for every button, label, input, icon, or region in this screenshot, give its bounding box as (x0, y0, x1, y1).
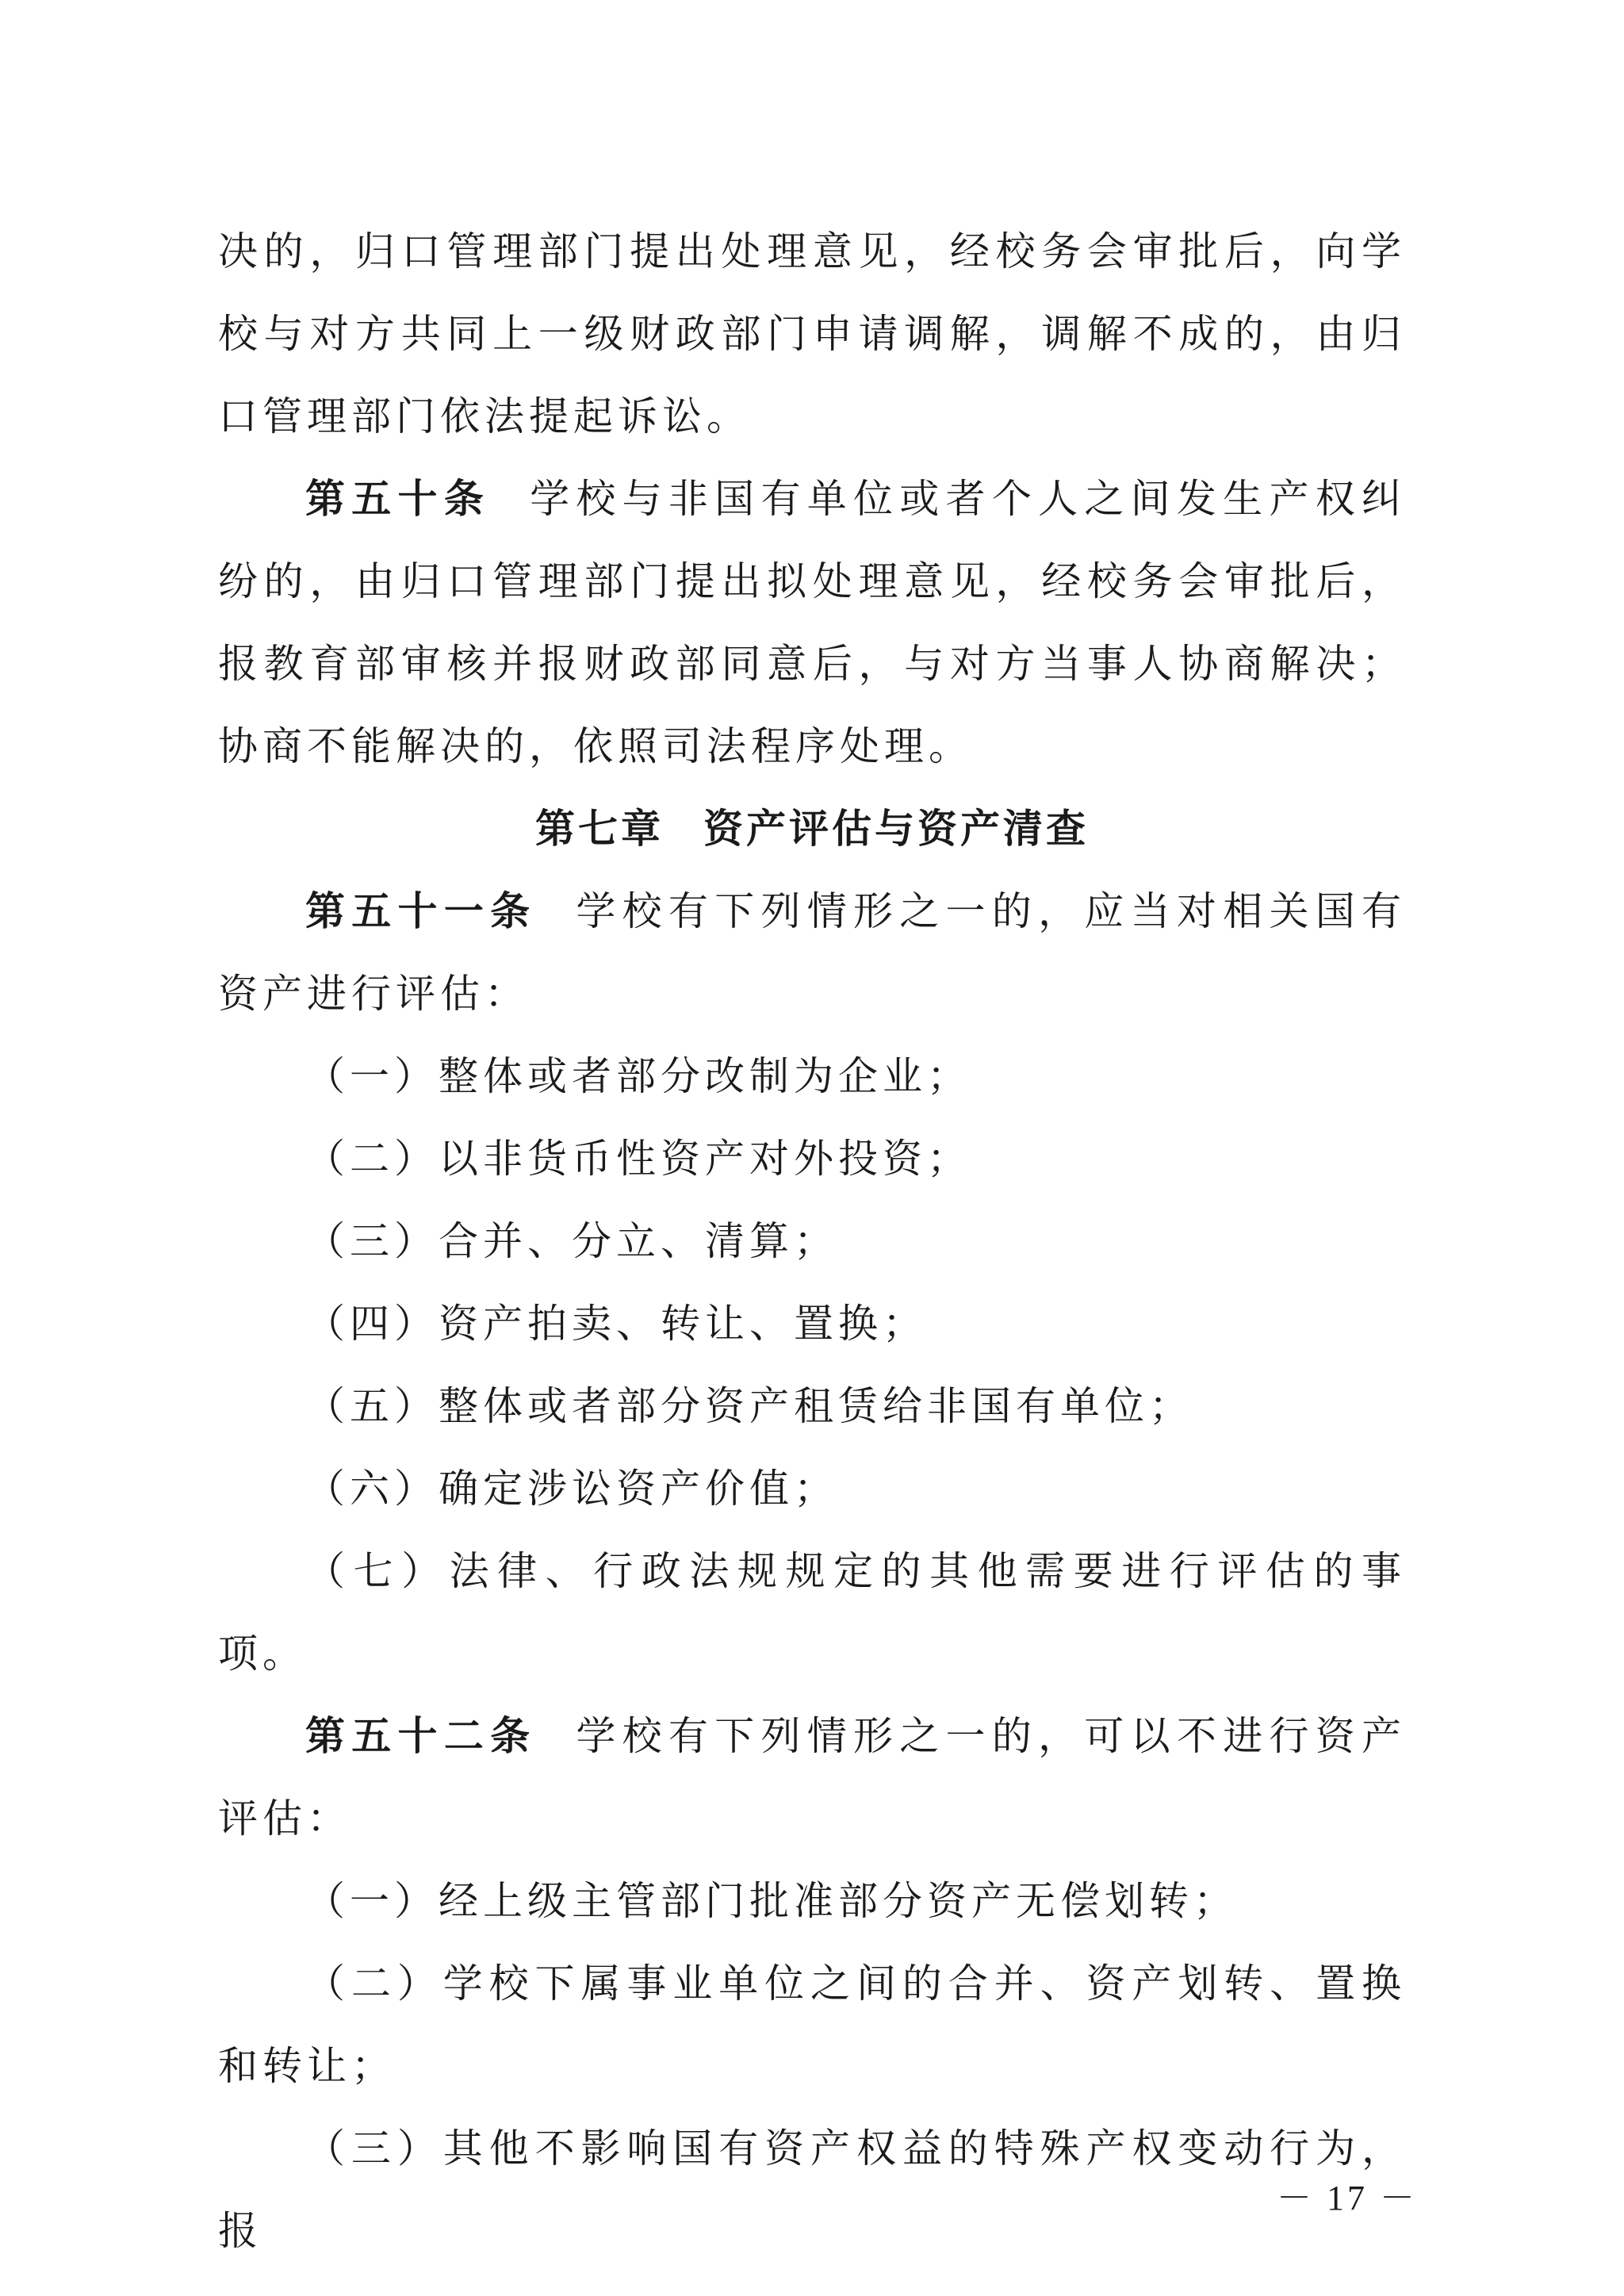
article-52-item: （一）经上级主管部门批准部分资产无偿划转； (305, 1878, 1238, 1924)
chapter-heading (218, 788, 1406, 870)
article-51-item: （三）合并、分立、清算； (305, 1218, 838, 1264)
article-50-number: 第五十条 (305, 476, 491, 522)
article-51 (218, 870, 1406, 1035)
document-body (218, 210, 1406, 2272)
article-51-item: （二）以非货币性资产对外投资； (305, 1136, 971, 1182)
article-52-number: 第五十二条 (305, 1713, 537, 1759)
chapter-title: 资产评估与资产清查 (703, 806, 1089, 852)
article-51-text: 学校有下列情形之一的，应当对相关国有资产进行评估： (218, 888, 1407, 1017)
article-52-item: （二）学校下属事业单位之间的合并、资产划转、置换和转让； (218, 1961, 1406, 2089)
page-number: － 17 － (1277, 2179, 1418, 2217)
article-52-text: 学校有下列情形之一的，可以不进行资产评估： (218, 1713, 1407, 1842)
article-51-item: （七）法律、行政法规规定的其他需要进行评估的事项。 (218, 1548, 1406, 1677)
article-51-number: 第五十一条 (305, 888, 537, 934)
article-50-text: 学校与非国有单位或者个人之间发生产权纠纷的，由归口管理部门提出拟处理意见，经校务会审批后，报教育部审核并报财政部同意后，与对方当事人协商解决；协商不能解决的，依照司法程序处理。 (218, 476, 1407, 769)
article-51-item: （六）确定涉讼资产价值； (305, 1466, 838, 1512)
chapter-number: 第七章 (535, 806, 664, 852)
article-51-item: （五）整体或者部分资产租赁给非国有单位； (305, 1383, 1193, 1429)
article-50 (218, 458, 1406, 788)
article-51-item: （一）整体或者部分改制为企业； (305, 1053, 971, 1099)
continued-paragraph: 决的，归口管理部门提出处理意见，经校务会审批后，向学校与对方共同上一级财政部门申请调解，调解不成的，由归口管理部门依法提起诉讼。 (218, 228, 1406, 439)
article-52-item: （三）其他不影响国有资产权益的特殊产权变动行为，报 (218, 2125, 1406, 2254)
article-52 (218, 1695, 1406, 1860)
article-51-item: （四）资产拍卖、转让、置换； (305, 1301, 927, 1347)
